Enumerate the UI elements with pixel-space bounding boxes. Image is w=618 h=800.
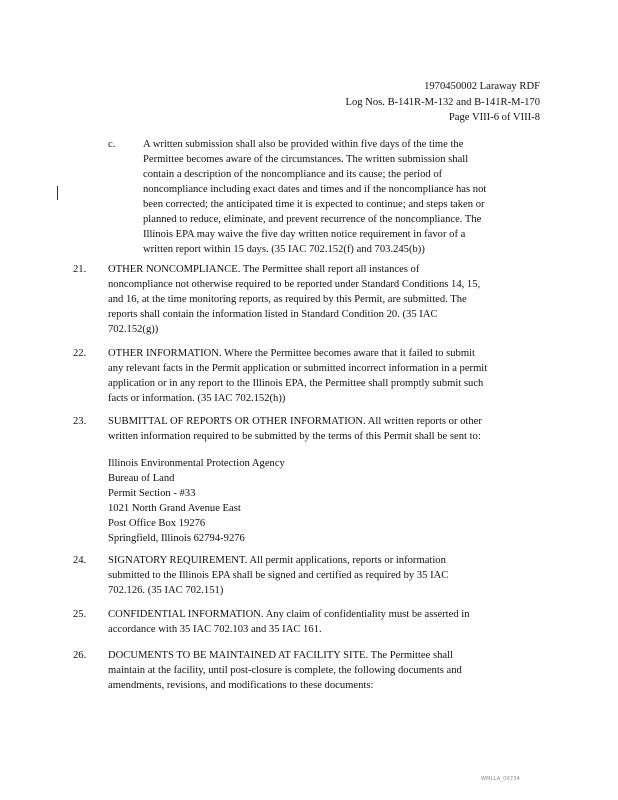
paragraph-line: 702.152(g)) xyxy=(108,324,159,335)
scan-mark xyxy=(57,186,58,200)
mailing-address xyxy=(108,456,285,546)
section-23-number: 23. xyxy=(73,416,87,427)
paragraph-line: facts or information. (35 IAC 702.152(h)) xyxy=(108,393,286,404)
paragraph-line: contain a description of the noncompliance and its cause; the period of xyxy=(143,169,443,180)
address-line: Permit Section - #33 xyxy=(108,488,196,499)
section-25-text xyxy=(108,607,470,637)
paragraph-line: planned to reduce, eliminate, and prevent recurrence of the noncompliance. The xyxy=(143,214,482,225)
section-23-text xyxy=(108,414,482,444)
paragraph-line: written information required to be submitted by the terms of this Permit shall be sent to: xyxy=(108,431,481,442)
paragraph-line: application or in any report to the Illinois EPA, the Permittee shall promptly submit such xyxy=(108,378,484,389)
paragraph-line: any relevant facts in the Permit application or submitted incorrect information in a permit xyxy=(108,363,488,374)
paragraph-line: reports shall contain the information listed in Standard Condition 20. (35 IAC xyxy=(108,309,438,320)
header-facility-id: 1970450002 Laraway RDF xyxy=(424,81,540,92)
address-line: 1021 North Grand Avenue East xyxy=(108,503,241,514)
section-22-text xyxy=(108,346,487,406)
paragraph-line: CONFIDENTIAL INFORMATION. Any claim of confidentiality must be asserted in xyxy=(108,609,470,620)
paragraph-line: amendments, revisions, and modifications to these documents: xyxy=(108,680,374,691)
section-21-number: 21. xyxy=(73,264,87,275)
paragraph-line: Illinois EPA may waive the five day written notice requirement in favor of a xyxy=(143,229,466,240)
paragraph-line: accordance with 35 IAC 702.103 and 35 IAC 161. xyxy=(108,624,322,635)
paragraph-line: A written submission shall also be provided within five days of the time the xyxy=(143,139,464,150)
paragraph-line: SIGNATORY REQUIREMENT. All permit applications, reports or information xyxy=(108,555,446,566)
address-line: Post Office Box 19276 xyxy=(108,518,206,529)
address-line: Bureau of Land xyxy=(108,473,175,484)
paragraph-line: and 16, at the time monitoring reports, as required by this Permit, are submitted. The xyxy=(108,294,467,305)
header-page-number: Page VIII-6 of VIII-8 xyxy=(448,112,540,123)
bates-stamp: WMLLA_00734 xyxy=(481,776,520,782)
paragraph-line: written report within 15 days. (35 IAC 702.152(f) and 703.245(b)) xyxy=(143,244,425,255)
address-line: Springfield, Illinois 62794-9276 xyxy=(108,533,245,544)
paragraph-line: Permittee becomes aware of the circumstances. The written submission shall xyxy=(143,154,469,165)
paragraph-line: 702.126. (35 IAC 702.151) xyxy=(108,585,224,596)
section-21-text xyxy=(108,262,480,337)
paragraph-line: OTHER NONCOMPLIANCE. The Permittee shall report all instances of xyxy=(108,264,420,275)
section-22-number: 22. xyxy=(73,348,87,359)
paragraph-line: submitted to the Illinois EPA shall be signed and certified as required by 35 IAC xyxy=(108,570,449,581)
section-24-number: 24. xyxy=(73,555,87,566)
paragraph-line: DOCUMENTS TO BE MAINTAINED AT FACILITY SITE. The Permittee shall xyxy=(108,650,453,661)
header-log-numbers: Log Nos. B-141R-M-132 and B-141R-M-170 xyxy=(345,97,540,108)
section-25-number: 25. xyxy=(73,609,87,620)
section-26-number: 26. xyxy=(73,650,87,661)
section-24-text xyxy=(108,553,448,598)
address-line: Illinois Environmental Protection Agency xyxy=(108,458,285,469)
item-c-paragraph xyxy=(143,137,486,257)
paragraph-line: maintain at the facility, until post-closure is complete, the following documents and xyxy=(108,665,462,676)
paragraph-line: noncompliance including exact dates and times and if the noncompliance has not xyxy=(143,184,487,195)
paragraph-line: noncompliance not otherwise required to be reported under Standard Conditions 14, 15, xyxy=(108,279,481,290)
section-26-text xyxy=(108,648,462,693)
item-c-marker: c. xyxy=(108,139,116,150)
paragraph-line: been corrected; the anticipated time it is expected to continue; and steps taken or xyxy=(143,199,485,210)
paragraph-line: OTHER INFORMATION. Where the Permittee becomes aware that it failed to submit xyxy=(108,348,475,359)
paragraph-line: SUBMITTAL OF REPORTS OR OTHER INFORMATION. All written reports or other xyxy=(108,416,482,427)
